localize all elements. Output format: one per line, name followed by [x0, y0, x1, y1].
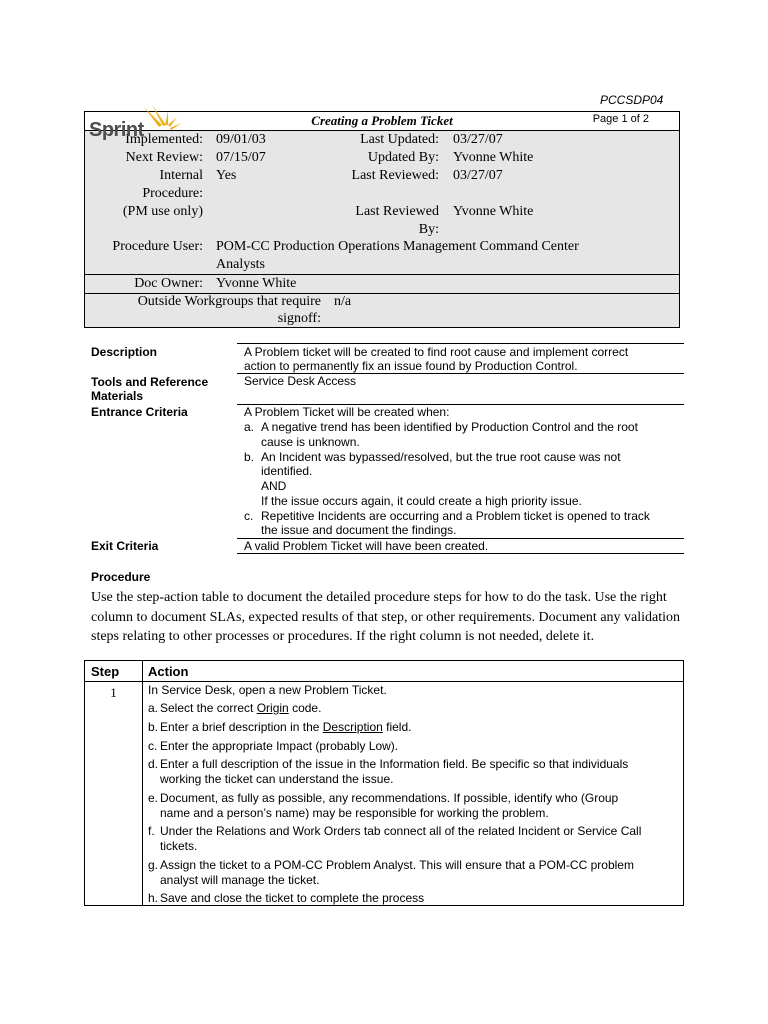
internal-label-line1: Internal — [159, 168, 203, 183]
description-text-line2: action to permanently fix an issue found by Production Control. — [244, 359, 578, 373]
step-action-table — [84, 660, 684, 906]
entrance-item-a-line2: cause is unknown. — [261, 435, 360, 449]
last-reviewed-by-value: Yvonne White — [453, 204, 534, 219]
action-item-letter: b. — [148, 720, 159, 734]
action-item-text-line1: Document, as fully as possible, any recommendations. If possible, identify who (Group — [160, 791, 619, 805]
document-code: PCCSDP04 — [600, 93, 664, 107]
step-number: 1 — [110, 685, 117, 700]
action-item-text-line2: name and a person’s name) may be responsible for working the problem. — [160, 805, 549, 820]
entrance-item-b-letter: b. — [244, 450, 255, 464]
info-rule — [237, 553, 684, 554]
updated-by-label: Updated By: — [367, 150, 439, 165]
implemented-label: Implemented: — [125, 132, 203, 147]
entrance-item-b-line1: An Incident was bypassed/resolved, but the true root cause was not — [261, 450, 621, 464]
outside-workgroups-label-line2: signoff: — [277, 311, 321, 326]
entrance-item-c-line1: Repetitive Incidents are occurring and a Problem ticket is opened to track — [261, 509, 650, 523]
next-review-value: 07/15/07 — [216, 150, 266, 165]
action-item-letter: d. — [148, 757, 159, 771]
procedure-heading: Procedure — [91, 570, 151, 584]
action-item-text: code. — [288, 701, 322, 715]
doc-owner-label: Doc Owner: — [134, 276, 203, 291]
procedure-intro: Use the step-action table to document the detailed procedure steps for how to do the task. Use the right column to document SLAs, expected results of that step, or other requirements. Document any validation steps relating to other processes or procedures. If the right column is not needed, delete it. — [91, 590, 681, 644]
entrance-item-b-line4: If the issue occurs again, it could create a high priority issue. — [261, 494, 582, 508]
column-header-step: Step — [91, 664, 120, 679]
info-rule — [237, 343, 684, 344]
action-item-text-line2: working the ticket can understand the issue. — [160, 771, 394, 786]
entrance-item-a-line1: A negative trend has been identified by Production Control and the root — [261, 420, 638, 434]
sprint-logo-text: Sprint — [89, 119, 144, 141]
document-title: Creating a Problem Ticket — [311, 113, 453, 128]
last-updated-value: 03/27/07 — [453, 132, 503, 147]
updated-by-value: Yvonne White — [453, 150, 534, 165]
implemented-value: 09/01/03 — [216, 132, 266, 147]
procedure-user-label: Procedure User: — [112, 239, 203, 254]
action-item-a — [148, 701, 668, 716]
action-item-b — [148, 720, 668, 735]
action-item-letter: a. — [148, 701, 159, 715]
last-reviewed-by-label-line1: Last Reviewed — [355, 204, 439, 219]
page-number: Page 1 of 2 — [592, 113, 649, 125]
origin-field-name: Origin — [256, 701, 289, 715]
action-item-letter: f. — [148, 824, 155, 838]
action-item-c — [148, 739, 668, 754]
tools-label-line1: Tools and Reference — [91, 375, 209, 389]
tools-label-line2: Materials — [91, 389, 144, 403]
procedure-user-value-line2: Analysts — [216, 257, 265, 272]
sprint-logo — [82, 103, 192, 153]
description-label: Description — [91, 345, 158, 359]
entrance-item-b-line3: AND — [261, 479, 287, 493]
procedure-user-value-line1: POM-CC Production Operations Management Command Center — [216, 239, 579, 254]
description-field-name: Description — [322, 720, 383, 734]
outside-workgroups-value: n/a — [334, 294, 352, 309]
doc-owner-value: Yvonne White — [216, 276, 297, 291]
step-main-action: In Service Desk, open a new Problem Ticket. — [148, 683, 387, 697]
action-item-text: Save and close the ticket to complete the process — [160, 891, 425, 905]
exit-criteria-label: Exit Criteria — [91, 539, 159, 553]
action-item-letter: c. — [148, 739, 158, 753]
tools-text: Service Desk Access — [244, 374, 357, 388]
action-item-h — [148, 891, 668, 906]
table-column-rule — [142, 661, 143, 905]
action-item-text: Enter the appropriate Impact (probably Low). — [160, 739, 399, 753]
last-reviewed-by-label-line2: By: — [418, 222, 439, 237]
action-item-g — [148, 858, 668, 887]
entrance-intro: A Problem Ticket will be created when: — [244, 405, 450, 419]
action-item-d — [148, 757, 668, 786]
entrance-item-c-line2: the issue and document the findings. — [261, 523, 457, 537]
action-item-e — [148, 791, 668, 820]
action-item-text-line1: Enter a full description of the issue in the Information field. Be specific so that individuals — [160, 757, 629, 771]
next-review-label: Next Review: — [125, 150, 203, 165]
last-updated-label: Last Updated: — [360, 132, 439, 147]
entrance-item-b-line2: identified. — [261, 464, 313, 478]
action-item-text-line2: tickets. — [160, 838, 198, 853]
exit-criteria-text: A valid Problem Ticket will have been created. — [244, 539, 489, 553]
action-item-text: Select the correct — [160, 701, 257, 715]
table-header-rule — [85, 681, 683, 682]
internal-value: Yes — [216, 168, 237, 183]
pm-use-label: (PM use only) — [122, 204, 203, 219]
action-item-letter: h. — [148, 891, 159, 905]
description-text-line1: A Problem ticket will be created to find root cause and implement correct — [244, 345, 629, 359]
outside-workgroups-label-line1: Outside Workgroups that require — [137, 294, 321, 309]
internal-label-line2: Procedure: — [142, 186, 203, 201]
column-header-action: Action — [148, 664, 189, 679]
action-item-text-line1: Assign the ticket to a POM-CC Problem Analyst. This will ensure that a POM-CC problem — [160, 858, 634, 872]
action-item-text-line1: Under the Relations and Work Orders tab connect all of the related Incident or Service Call — [160, 824, 642, 838]
action-item-text-line2: analyst will manage the ticket. — [160, 872, 320, 887]
entrance-criteria-label: Entrance Criteria — [91, 405, 188, 419]
action-item-text: Enter a brief description in the — [160, 720, 323, 734]
entrance-item-a-letter: a. — [244, 420, 255, 434]
action-item-f — [148, 824, 668, 853]
action-item-letter: e. — [148, 791, 159, 805]
action-item-text: field. — [382, 720, 412, 734]
last-reviewed-label: Last Reviewed: — [351, 168, 439, 183]
action-item-letter: g. — [148, 858, 159, 872]
last-reviewed-value: 03/27/07 — [453, 168, 503, 183]
entrance-item-c-letter: c. — [244, 509, 254, 523]
